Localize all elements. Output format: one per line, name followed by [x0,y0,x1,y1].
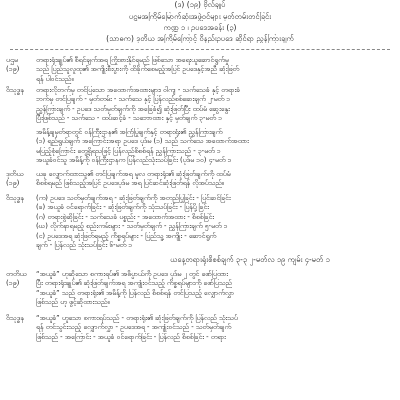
header-top-line: (ဒ) (၁၉) ဗိုလ်ချုပ် [174,0,226,9]
paragraph-line: စိစစ်ရမည် ဖြစ်သည့်အပြင် ဥပဒေပုဒ်မ အရ ပြင်ဆင်ဆုံးဖြတ်ရန် လိုအပ်သည်။ [36,179,224,188]
paragraph-line: အမိန့်ချမှတ်ရာတွင် ဝန်ကြီးဌာန၏ အကြံပြုချက်နှင့် တရားရုံး၏ ညွှန်ကြားချက် [36,128,223,136]
paragraph-line: တရားရုံးချုပ်၏ စီရင်ချက်အရ ကြိုးစားနိုင်ရမည် ဖြစ်သော အရေးယူဆောင်ရွက်မှု [36,56,229,64]
section-label-text: ဝိသုဒ္ဓန [6,194,24,202]
paragraph-line: “အယူခံ” ဟုဆိုသော စကားရပ်၏ အဓိပ္ပာယ်ကို ဥပဒေ ပုဒ်မ ၂ တွင် ဖော်ပြထား [36,270,228,278]
section-paragraph [36,56,394,84]
section-label [6,314,34,323]
paragraph-line: ညွှန်ကြားချက် - ဥပဒေ သတ်မှတ်ချက်ကို အခြေခံ၍ ဆုံးဖြတ်ပြီး ထပ်မံ ဆွေးနွေး [36,104,230,113]
paragraph-line: “အယူခံ” ဟူသော စကားရပ်သည် - တရားရုံး၏ ဆုံးဖြတ်ချက်ကို ပြန်လည် သုံးသပ် [36,314,238,322]
paragraph-line: (ဂ) တရားစွဲဆိုခြင်း - သက်သေခံ ပစ္စည်း - အထောက်အထား - စိစစ်ခြင်း [36,212,214,221]
paragraph-line: ရန် တင်သွင်းသည့် လျှောက်လွှာ - ဥပဒေအရ - အကျုံးဝင်သည် - သတ်မှတ်ချက် [36,323,232,332]
section-label-text: ဝိသုဒ္ဓန [6,314,24,322]
section-label-text: ဒုတိယ (၁၉) [6,170,24,187]
header-note: (သာဓက) ဒုတိယ အကြိမ်ကြောင့် ဝိနည်းဥပဒေ ဆိုင်ရာ ညွှန်ကြားချက် [106,34,294,43]
section-label [6,86,34,95]
header-subtitle: ကဏ္ဍ ၁ ၊ ဥပဒေအခန်း (၃) [163,23,237,32]
paragraph-line: “အယူခံ” သည် တရားရုံး၏ အမိန့်ကို ပြန်လည် စိစစ်ရန် တင်ပြသည့် လျှောက်လွှာ [36,288,234,297]
section-label [6,170,34,188]
paragraph-line: သည် ပြည်သူလူထု၏ အကျိုးစီးပွားကို ထိခိုက်စေမည့်အပြင် ဥပဒေနှင့်အညီ ဆုံးဖြတ် [36,65,240,74]
paragraph-line: ချက် - ပြန်လည် သုံးသပ်ခြင်း ၆-မတ် ၁ [36,241,133,250]
section-label-text: ပဌမ (၁၉) [6,56,20,73]
paragraph-line: (က) ဥပဒေ သတ်မှတ်ချက်အရ - ဆုံးဖြတ်ချက်ကို အတည်ပြုခြင်း - ပြင်ဆင်ခြင်း [36,194,231,202]
paragraph-line: (င) ဥပဒေအရ ဆုံးဖြတ်ရမည့် ကိစ္စရပ်များ - ပြည်သူ့ အကျိုး - ဆောင်ရွက် [36,231,216,240]
paragraph-line: မပြည့်စုံကြောင်း တွေ့ရှိရသဖြင့် ပြန်လည်စိစစ်ရန် ညွှန်ကြားသည် - ၃-မတ် ၁ [36,146,221,155]
section-paragraph [36,194,394,250]
paragraph-line: ဖြစ်သည် ဟု ဖွင့်ဆိုထားသည်။ [36,298,110,307]
paragraph-line: (ခ) အယူခံ ဝင်ရောက်ခြင်း - ဆုံးဖြတ်ချက်ကို သုံးသပ်ခြင်း - ပြန်ပို့ခြင်း [36,203,209,212]
paragraph-line: ဖြစ်သည် - အကြောင်း - အယူခံ ဝင်ရောက်ခြင်း - ပြန်လည် စိစစ်ခြင်း - တရား [36,332,226,341]
section-paragraph [36,270,394,308]
section-label [6,194,34,203]
centered-note: ယနေ့တရားရုံးစိစစ်ချက် ၃-၃ ၂-မတ်လ ၁၉ ကျမ်း ၄-မတ် ၁ [170,255,330,264]
section-paragraph [36,314,394,342]
section-paragraph [36,128,394,166]
header-title: ပဋ္ဌမအကြိမ်မြောက်ဆုံးအဖွဲ့ဝင်များ မှတ်တမ်းတင်ခြင်း [128,12,272,21]
section-paragraph [36,170,394,189]
paragraph-line: ပြီး တရားရုံးချုပ်၏ ဆုံးဖြတ်ချက်အရ အကျုံးဝင်သည့် ကိစ္စရပ်များကို ဖော်ပြသည် [36,279,232,288]
header-divider [10,49,390,50]
paragraph-line: (ဃ) လိုက်နာရမည့် စည်းကမ်းများ - သတ်မှတ်ချက် - ညွှန်ကြားချက် ၅-မတ် ၁ [36,222,228,231]
section-label [6,270,34,288]
paragraph-line: တရားလိုဘက်မှ တင်ပြသော အထောက်အထားများ၊ ဝါကျ - သက်သေခံ နှင့် တရားခံ [36,86,240,94]
paragraph-line: အယူခံဝင်သူ အမိန့်ကို ဝန်ကြီးဌာနက ပြန်လည်သုံးသပ်ခြင်း (ပုဒ်မ ၁၀) ၄-မတ် ၁ [36,156,232,165]
paragraph-line: ရန် ပါဝင်သည်။ [36,74,74,83]
paragraph-line: ပြီးဖြစ်သည် - သက်သေ - ထပ်ဆင့်ခံ - သဘောထား နှင့် မှတ်ချက် ၃-မတ် ၁ [36,114,222,123]
section-label-text: တတိယ (၁၉) [6,270,27,287]
paragraph-line: ယခု လျှောက်ထားသူ၏ တင်ပြချက်အရ မူလ တရားရုံး၏ ဆုံးဖြတ်ချက်ကို ထပ်မံ [36,170,231,178]
section-label [6,56,34,74]
paragraph-line: ဘက်မှ တင်ပြချက် - မှတ်တမ်း - သက်သေ နှင့် ပြန်လည်စစ်ဆေးချက် ၂-မတ် ၁ [36,95,231,104]
section-label-text: ဝိသုဒ္ဓန [6,86,24,94]
paragraph-line: (၁) ရည်ရွယ်ချက် အကြောင်းအရာ ဥပဒေ ပုဒ်မ (၁) သည် သက်သေ အထောက်အထား [36,137,249,146]
section-paragraph [36,86,394,124]
